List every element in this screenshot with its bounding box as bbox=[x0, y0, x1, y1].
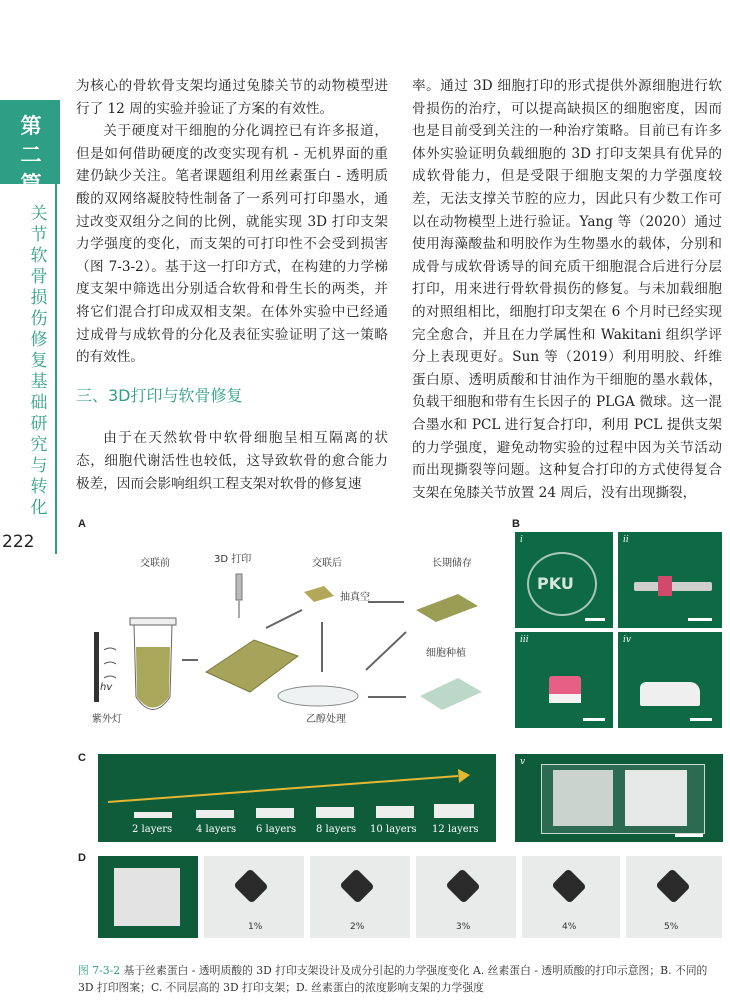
concentration-label: 1% bbox=[248, 922, 263, 932]
crosslinked-grid-icon bbox=[304, 586, 334, 602]
part-subtitle bbox=[28, 204, 50, 519]
subtitle-char: 究 bbox=[30, 435, 48, 455]
storage-grid-icon bbox=[416, 594, 478, 622]
panel-label-d: D bbox=[78, 852, 86, 864]
printed-grid-icon bbox=[206, 640, 298, 692]
concentration-label: 2% bbox=[350, 922, 365, 932]
paragraph: 率。通过 3D 细胞打印的形式提供外源细胞进行软骨损伤的治疗，可以提高缺损区的细胞密度，因而也是目前受到关注的一种治疗策略。目前已有许多体外实验证明负载细胞的 3D 打印支架具有优异的成软骨能力，但是受限于细胞支架的力学强度较差，无法支撑关节腔的应力，因此只有少数工作可以在动物模型上进行验证。Yang 等（2020）通过使用海藻酸盐和明胶作为生物墨水的载体，分别和成骨与成软骨诱导的间充质干细胞混合后进行分层打印，用来进行骨软骨损伤的修复。与未加载细胞的对照组相比，细胞打印支架在 6 个月时已经实现完全愈合，并且在力学属性和 Wakitani 组织学评分上表现更好。Sun 等（2019）利用明胶、纤维蛋白原、透明质酸和甘油作为干细胞的墨水载体，负载干细胞和带有生长因子的 PLGA 微球。这一混合墨水和 PCL 进行复合打印，利用 PCL 提供支架的力学强度，避免动物实验的过程中因为关节活动而出现撕裂等问题。这种复合打印的方式使得复合支架在兔膝关节放置 24 周后，没有出现撕裂， bbox=[412, 78, 722, 501]
seeded-grid-icon bbox=[420, 678, 482, 710]
layer-label: 12 layers bbox=[432, 824, 479, 835]
figure-number: 图 7-3-2 bbox=[78, 964, 121, 977]
photo-c-v bbox=[515, 754, 723, 842]
photo-d-3 bbox=[416, 856, 516, 938]
photo-d-2 bbox=[310, 856, 410, 938]
concentration-label: 5% bbox=[664, 922, 679, 932]
ethanol-dish-icon bbox=[278, 686, 358, 706]
layer-label: 6 layers bbox=[256, 824, 297, 835]
subtitle-char: 化 bbox=[30, 498, 48, 518]
photo-index: v bbox=[520, 757, 526, 767]
text-column-left bbox=[76, 75, 388, 495]
layer-label: 10 layers bbox=[370, 824, 417, 835]
subtitle-char: 与 bbox=[30, 456, 48, 476]
photo-d-4 bbox=[522, 856, 620, 938]
part-title bbox=[20, 112, 42, 199]
part-char: 篇 bbox=[20, 172, 42, 196]
scale-bar bbox=[675, 834, 703, 837]
subtitle-char: 损 bbox=[30, 288, 48, 308]
scale-bar bbox=[688, 618, 712, 621]
step-before-label: 交联前 bbox=[140, 558, 170, 569]
nozzle-icon bbox=[236, 574, 242, 600]
subtitle-char: 研 bbox=[30, 414, 48, 434]
uv-waves-icon bbox=[104, 648, 116, 678]
subtitle-char: 础 bbox=[30, 393, 48, 413]
sidebar bbox=[0, 0, 60, 1002]
subtitle-char: 复 bbox=[30, 351, 48, 371]
panel-a-schematic bbox=[86, 532, 500, 732]
scale-bar bbox=[585, 618, 605, 621]
seeding-label: 细胞种植 bbox=[426, 648, 466, 659]
part-char: 二 bbox=[20, 143, 42, 167]
storage-label: 长期储存 bbox=[432, 558, 472, 569]
page-number: 222 bbox=[2, 532, 35, 552]
subtitle-char: 基 bbox=[30, 372, 48, 392]
subtitle-char: 关 bbox=[30, 204, 48, 224]
subtitle-char: 修 bbox=[30, 330, 48, 350]
subtitle-char: 伤 bbox=[30, 309, 48, 329]
uv-lamp-label: 紫外灯 bbox=[92, 714, 122, 725]
subtitle-char: 节 bbox=[30, 225, 48, 245]
scale-bar bbox=[583, 718, 605, 721]
hv-label: hv bbox=[100, 682, 113, 693]
step-print-label: 3D 打印 bbox=[214, 554, 252, 565]
photo-c-layers bbox=[98, 754, 496, 842]
tube-cap bbox=[130, 618, 176, 625]
section-heading: 三、3D打印与软骨修复 bbox=[76, 385, 243, 405]
panel-label-a: A bbox=[78, 518, 86, 530]
subtitle-char: 转 bbox=[30, 477, 48, 497]
concentration-label: 4% bbox=[562, 922, 577, 932]
paragraph: 为核心的骨软骨支架均通过兔膝关节的动物模型进行了 12 周的实验并验证了方案的有效性。 bbox=[76, 78, 388, 117]
figure-7-3-2 bbox=[78, 518, 723, 938]
step-after-label: 交联后 bbox=[312, 558, 342, 569]
photo-b-iv bbox=[618, 632, 722, 728]
subtitle-char: 骨 bbox=[30, 267, 48, 287]
ethanol-label: 乙醇处理 bbox=[306, 714, 346, 725]
photo-index: iv bbox=[623, 635, 631, 645]
pku-text: PKU bbox=[537, 574, 574, 593]
vacuum-label: 抽真空 bbox=[340, 592, 370, 603]
panel-label-c: C bbox=[78, 752, 86, 764]
paragraph: 由于在天然软骨中软骨细胞呈相互隔离的状态，细胞代谢活性也较低，这导致软骨的愈合能力极差，因而会影响组织工程支架对软骨的修复速 bbox=[76, 430, 388, 492]
panel-label-b: B bbox=[512, 518, 520, 530]
text-column-right bbox=[412, 75, 722, 504]
figure-caption bbox=[78, 962, 723, 996]
paragraph: 关于硬度对干细胞的分化调控已有许多报道，但是如何借助硬度的改变实现有机 - 无机界面的重建仍缺少关注。笔者课题组利用丝素蛋白 - 透明质酸的双网络凝胶特性制备了一系列可打印墨水，通过改变双组分之间的比例，就能实现 3D 打印支架力学强度的变化，而支架的可打印性不会受到损害（图 7-3-2）。基于这一打印方式，在构建的力学梯度支架中筛选出分别适合软骨和骨生长的两类，并将它们混合打印成双相支架。在体外实验中已经通过成骨与成软骨的分化及表征实验证明了这一策略的有效性。 bbox=[76, 123, 388, 366]
part-char: 第 bbox=[20, 114, 42, 138]
photo-d-1 bbox=[204, 856, 304, 938]
photo-b-i bbox=[515, 532, 613, 628]
concentration-label: 3% bbox=[456, 922, 471, 932]
uv-lamp-icon bbox=[94, 632, 99, 702]
photo-d-5 bbox=[626, 856, 722, 938]
sidebar-rule bbox=[55, 184, 57, 554]
layer-label: 8 layers bbox=[316, 824, 357, 835]
photo-index: ii bbox=[623, 535, 629, 545]
ink-fill bbox=[136, 647, 170, 708]
layer-label: 4 layers bbox=[196, 824, 237, 835]
photo-index: i bbox=[520, 535, 523, 545]
caption-text: 基于丝素蛋白 - 透明质酸的 3D 打印支架设计及成分引起的力学强度变化 A. 丝素蛋白 - 透明质酸的打印示意图；B. 不同的 3D 打印图案；C. 不同层高的 3D 打印支架；D. 丝素蛋白的浓度影响支架的力学强度 bbox=[78, 964, 708, 994]
schematic-drawing bbox=[86, 532, 500, 732]
photo-d-scaffold bbox=[98, 856, 198, 938]
photo-b-iii bbox=[515, 632, 613, 728]
layer-label: 2 layers bbox=[132, 824, 173, 835]
photo-index: iii bbox=[520, 635, 529, 645]
arrow-icon bbox=[366, 632, 406, 670]
photo-b-ii bbox=[618, 532, 722, 628]
arrow-icon bbox=[266, 610, 302, 628]
subtitle-char: 软 bbox=[30, 246, 48, 266]
scale-bar bbox=[690, 718, 712, 721]
